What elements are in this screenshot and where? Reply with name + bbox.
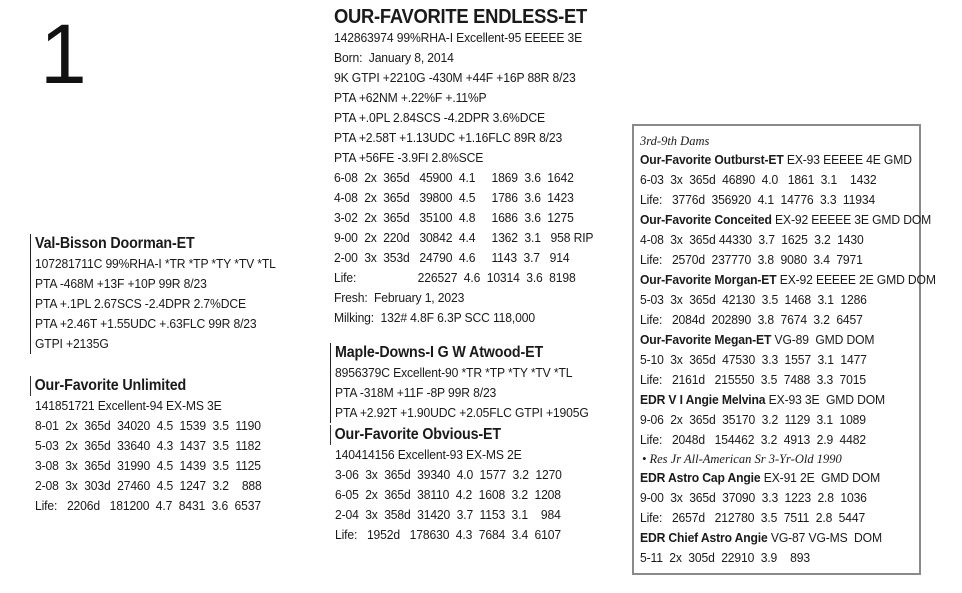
dam-entry-header bbox=[640, 528, 897, 548]
main-line: Fresh: February 1, 2023 bbox=[334, 290, 465, 305]
dam-entry-name: Our-Favorite Conceited bbox=[640, 212, 772, 227]
dam-name: Our-Favorite Unlimited bbox=[30, 376, 261, 396]
dam-entry-name: EDR Chief Astro Angie bbox=[640, 530, 768, 545]
dam-entry-header bbox=[640, 468, 897, 488]
dam-line: 8-01 2x 365d 34020 4.5 1539 3.5 1190 bbox=[35, 418, 261, 433]
dam-entry-header bbox=[640, 210, 932, 230]
sire-line: PTA +2.46T +1.55UDC +.63FLC 99R 8/23 bbox=[35, 316, 257, 331]
lot-number: 1 bbox=[40, 7, 87, 101]
dam-entry-record: 6-03 3x 365d 46890 4.0 1861 3.1 1432 bbox=[640, 172, 877, 187]
mgs-line: PTA -318M +11F -8P 99R 8/23 bbox=[335, 385, 497, 400]
granddam-line: Life: 1952d 178630 4.3 7684 3.4 6107 bbox=[335, 527, 561, 542]
dam-entry-record: 9-00 3x 365d 37090 3.3 1223 2.8 1036 bbox=[640, 490, 867, 505]
granddam-line: 3-06 3x 365d 39340 4.0 1577 3.2 1270 bbox=[335, 467, 562, 482]
dam-entry-header bbox=[640, 150, 912, 170]
dam-entry-record: Life: 2570d 237770 3.8 9080 3.4 7971 bbox=[640, 252, 863, 267]
dam-entry-record: 5-03 3x 365d 42130 3.5 1468 3.1 1286 bbox=[640, 292, 867, 307]
award-note: • Res Jr All-American Sr 3-Yr-Old 1990 bbox=[642, 452, 842, 466]
main-line: 142863974 99%RHA-I Excellent-95 EEEEE 3E bbox=[334, 30, 583, 45]
granddam-line: 140414156 Excellent-93 EX-MS 2E bbox=[335, 447, 522, 462]
main-line: Born: January 8, 2014 bbox=[334, 50, 454, 65]
dam-entry-name: Our-Favorite Megan-ET bbox=[640, 332, 772, 347]
dam-entry-rating: VG-89 GMD DOM bbox=[771, 332, 875, 347]
main-line: 9K GTPI +2210G -430M +44F +16P 88R 8/23 bbox=[334, 70, 576, 85]
main-line: 9-00 2x 220d 30842 4.4 1362 3.1 958 RIP bbox=[334, 230, 594, 245]
main-line: 2-00 3x 353d 24790 4.6 1143 3.7 914 bbox=[334, 250, 570, 265]
mgs-line: PTA +2.92T +1.90UDC +2.05FLC GTPI +1905G bbox=[335, 405, 589, 420]
main-line: PTA +2.58T +1.13UDC +1.16FLC 89R 8/23 bbox=[334, 130, 563, 145]
dam-entry-record: 9-06 2x 365d 35170 3.2 1129 3.1 1089 bbox=[640, 412, 866, 427]
main-line: PTA +62NM +.22%F +.11%P bbox=[334, 90, 487, 105]
dam-entry-record: 5-11 2x 305d 22910 3.9 893 bbox=[640, 550, 810, 565]
dam-entry-record: Life: 3776d 356920 4.1 14776 3.3 11934 bbox=[640, 192, 876, 207]
dam-line: Life: 2206d 181200 4.7 8431 3.6 6537 bbox=[35, 498, 261, 513]
main-line: 4-08 2x 365d 39800 4.5 1786 3.6 1423 bbox=[334, 190, 574, 205]
dam-entry-record: Life: 2657d 212780 3.5 7511 2.8 5447 bbox=[640, 510, 866, 525]
sire-name: Val-Bisson Doorman-ET bbox=[35, 235, 195, 252]
sire-block bbox=[30, 234, 297, 354]
dam-entry-header bbox=[640, 270, 936, 290]
dam-entry-record: Life: 2161d 215550 3.5 7488 3.3 7015 bbox=[640, 372, 866, 387]
dam-entry-name: EDR V I Angie Melvina bbox=[640, 392, 766, 407]
mgs-block bbox=[330, 343, 611, 423]
main-line: Milking: 132# 4.8F 6.3P SCC 118,000 bbox=[334, 310, 535, 325]
sire-line: PTA +.1PL 2.67SCS -2.4DPR 2.7%DCE bbox=[35, 296, 246, 311]
mgs-name: Maple-Downs-I G W Atwood-ET bbox=[335, 344, 544, 361]
dam-line: 3-08 3x 365d 31990 4.5 1439 3.5 1125 bbox=[35, 458, 261, 473]
main-line: 3-02 2x 365d 35100 4.8 1686 3.6 1275 bbox=[334, 210, 574, 225]
dam-entry-header bbox=[640, 390, 897, 410]
dam-entry-header bbox=[640, 330, 897, 350]
main-line: Life: 226527 4.6 10314 3.6 8198 bbox=[334, 270, 576, 285]
main-animal-block bbox=[334, 6, 616, 328]
dam-entry-name: EDR Astro Cap Angie bbox=[640, 470, 761, 485]
dam-entry-name: Our-Favorite Outburst-ET bbox=[640, 152, 784, 167]
dam-line: 2-08 3x 303d 27460 4.5 1247 3.2 888 bbox=[35, 478, 262, 493]
dam-entry-rating: VG-87 VG-MS DOM bbox=[767, 530, 882, 545]
sire-line: PTA -468M +13F +10P 99R 8/23 bbox=[35, 276, 207, 291]
granddam-line: 2-04 3x 358d 31420 3.7 1153 3.1 984 bbox=[335, 507, 561, 522]
dam-entry-record: 5-10 3x 365d 47530 3.3 1557 3.1 1477 bbox=[640, 352, 867, 367]
sire-line: 107281711C 99%RHA-I *TR *TP *TY *TV *TL bbox=[35, 256, 276, 271]
dam-entry-record: 4-08 3x 365d 44330 3.7 1625 3.2 1430 bbox=[640, 232, 864, 247]
dam-entry-rating: EX-93 EEEEE 4E GMD bbox=[783, 152, 912, 167]
dam-entry-rating: EX-91 2E GMD DOM bbox=[760, 470, 881, 485]
main-line: PTA +.0PL 2.84SCS -4.2DPR 3.6%DCE bbox=[334, 110, 545, 125]
dam-entry-record: Life: 2048d 154462 3.2 4913 2.9 4482 bbox=[640, 432, 866, 447]
granddam-name: Our-Favorite Obvious-ET bbox=[330, 425, 561, 445]
dam-entry-rating: EX-93 3E GMD DOM bbox=[765, 392, 885, 407]
dams-box-heading: 3rd-9th Dams bbox=[640, 134, 710, 148]
dams-box bbox=[632, 124, 936, 575]
sire-line: GTPI +2135G bbox=[35, 336, 109, 351]
granddam-line: 6-05 2x 365d 38110 4.2 1608 3.2 1208 bbox=[335, 487, 561, 502]
dam-entry-rating: EX-92 EEEEE 2E GMD DOM bbox=[776, 272, 936, 287]
main-animal-details bbox=[334, 28, 616, 328]
dam-entry-record: Life: 2084d 202890 3.8 7674 3.2 6457 bbox=[640, 312, 863, 327]
dam-entry-rating: EX-92 EEEEE 3E GMD DOM bbox=[771, 212, 932, 227]
main-animal-name: OUR-FAVORITE ENDLESS-ET bbox=[334, 6, 587, 28]
dam-line: 5-03 2x 365d 33640 4.3 1437 3.5 1182 bbox=[35, 438, 261, 453]
main-line: 6-08 2x 365d 45900 4.1 1869 3.6 1642 bbox=[334, 170, 574, 185]
granddam-block bbox=[330, 425, 582, 545]
dam-block bbox=[30, 376, 281, 516]
main-line: PTA +56FE -3.9FI 2.8%SCE bbox=[334, 150, 484, 165]
mgs-line: 8956379C Excellent-90 *TR *TP *TY *TV *TL bbox=[335, 365, 573, 380]
dam-entry-name: Our-Favorite Morgan-ET bbox=[640, 272, 777, 287]
dam-line: 141851721 Excellent-94 EX-MS 3E bbox=[35, 398, 222, 413]
